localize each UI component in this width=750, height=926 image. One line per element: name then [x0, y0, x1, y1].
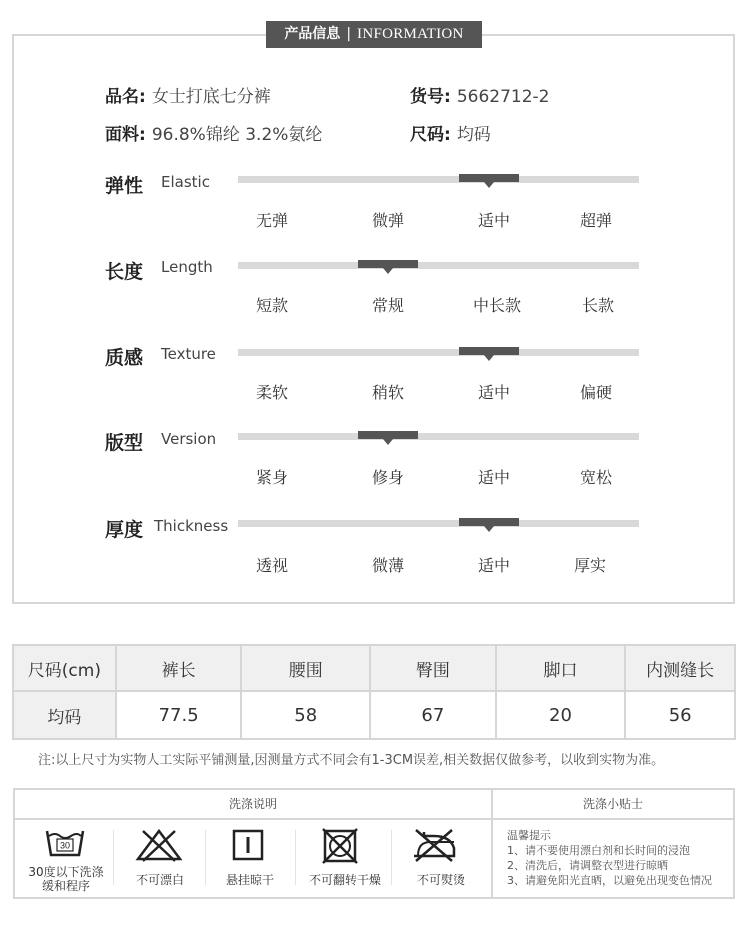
info-tab-title-zh: 产品信息 [284, 26, 341, 42]
no-iron-label: 不可熨烫 [416, 873, 465, 887]
rating-option: 超弹 [579, 211, 612, 230]
rating-option: 紧身 [255, 468, 288, 487]
wash-temperature-badge: 30 [59, 840, 71, 851]
rating-track [238, 176, 639, 183]
rating-option: 偏硬 [579, 383, 612, 402]
rating-option: 长款 [581, 296, 614, 315]
rating-option: 柔软 [255, 383, 288, 402]
size-table-header: 腰围 [241, 645, 370, 691]
rating-label: 弹性 [105, 175, 144, 197]
tip-item: 3、请避免阳光直晒，以避免出现变色情况 [507, 874, 712, 887]
measurement-note: 注:以上尺寸为实物人工实际平铺测量,因测量方式不同会有1-3CM误差,相关数据仅做参考，以收到实物为准。 [38, 753, 665, 768]
hang-dry-label: 悬挂晾干 [225, 873, 274, 887]
item-number-label: 货号: [410, 87, 451, 107]
rating-track [238, 349, 639, 356]
rating-option: 微弹 [371, 211, 404, 230]
tip-item: 1、请不要使用漂白剂和长时间的浸泡 [507, 844, 690, 857]
size-table-header: 臀围 [370, 645, 496, 691]
rating-marker [358, 260, 418, 268]
product-name-label: 品名: [105, 87, 146, 107]
no-bleach-label: 不可漂白 [135, 873, 184, 887]
rating-label-en: Elastic [161, 173, 210, 191]
rating-label: 质感 [105, 347, 144, 369]
rating-label: 长度 [105, 261, 144, 283]
no-iron-icon [410, 828, 458, 866]
product-name-value: 女士打底七分裤 [151, 87, 271, 107]
care-divider-vertical [491, 790, 493, 897]
rating-option: 修身 [371, 468, 404, 487]
rating-option: 稍软 [371, 383, 404, 402]
icon-separator [391, 830, 392, 885]
icon-separator [295, 830, 296, 885]
wash-instructions-title: 洗涤说明 [228, 797, 277, 811]
rating-option: 无弹 [255, 211, 288, 230]
fabric-value: 96.8%锦纶 3.2%氨纶 [151, 125, 323, 145]
rating-track [238, 520, 639, 527]
info-tab-header [266, 21, 482, 48]
no-tumble-dry-icon [322, 828, 358, 868]
size-table-cell: 58 [241, 691, 370, 739]
rating-label-en: Length [161, 258, 213, 276]
size-table-header: 裤长 [116, 645, 242, 691]
wash-30-label-line1: 30度以下洗涤 [28, 865, 104, 879]
rating-label: 版型 [105, 432, 144, 454]
size-table-header: 脚口 [496, 645, 626, 691]
wash-tips-title: 洗涤小贴士 [582, 797, 643, 811]
product-name-row [105, 82, 271, 107]
rating-option: 常规 [371, 296, 404, 315]
wash-30-label [23, 865, 109, 893]
rating-label-en: Texture [161, 345, 216, 363]
rating-option: 宽松 [579, 468, 612, 487]
size-table-cell: 77.5 [116, 691, 242, 739]
rating-option: 微薄 [371, 556, 404, 575]
icon-separator [205, 830, 206, 885]
wash-30-label-line2: 缓和程序 [41, 879, 90, 893]
rating-marker [459, 174, 519, 182]
rating-track [238, 433, 639, 440]
size-value: 均码 [456, 125, 491, 145]
size-table [12, 644, 736, 740]
size-table-header-row [13, 645, 735, 691]
rating-option: 透视 [255, 556, 288, 575]
icon-separator [113, 830, 114, 885]
item-number-row [410, 82, 549, 107]
rating-marker [459, 347, 519, 355]
rating-option: 适中 [477, 556, 510, 575]
rating-label-en: Thickness [154, 517, 229, 535]
care-panel [13, 788, 735, 899]
no-tumble-dry-label: 不可翻转干燥 [308, 873, 381, 887]
size-table-cell: 20 [496, 691, 626, 739]
care-divider-horizontal [15, 818, 733, 820]
rating-option: 中长款 [472, 296, 521, 315]
info-tab-title-en: INFORMATION [357, 26, 464, 42]
size-row [410, 120, 491, 145]
size-table-cell: 56 [625, 691, 735, 739]
rating-label: 厚度 [105, 519, 144, 541]
tip-item: 2、清洗后，请调整衣型进行晾晒 [507, 859, 668, 872]
hang-dry-icon [231, 828, 265, 866]
size-table-cell: 67 [370, 691, 496, 739]
size-table-header: 尺码(cm) [13, 645, 116, 691]
size-label: 尺码: [410, 125, 451, 145]
rating-marker [358, 431, 418, 439]
fabric-row [105, 120, 322, 145]
rating-label-en: Version [161, 430, 217, 448]
wash-30-icon [45, 828, 85, 862]
rating-option: 适中 [477, 468, 510, 487]
rating-marker [459, 518, 519, 526]
no-bleach-icon [135, 828, 183, 866]
rating-option: 适中 [477, 383, 510, 402]
size-table-header: 内测缝长 [625, 645, 735, 691]
rating-option: 厚实 [573, 556, 606, 575]
wash-tips-list [507, 828, 712, 888]
info-tab-separator: | [346, 26, 352, 42]
size-table-cell: 均码 [13, 691, 116, 739]
rating-option: 适中 [477, 211, 510, 230]
item-number-value: 5662712-2 [456, 87, 550, 107]
fabric-label: 面料: [105, 125, 146, 145]
tips-heading: 温馨提示 [507, 829, 551, 842]
rating-option: 短款 [255, 296, 288, 315]
table-row [13, 691, 735, 739]
rating-track [238, 262, 639, 269]
